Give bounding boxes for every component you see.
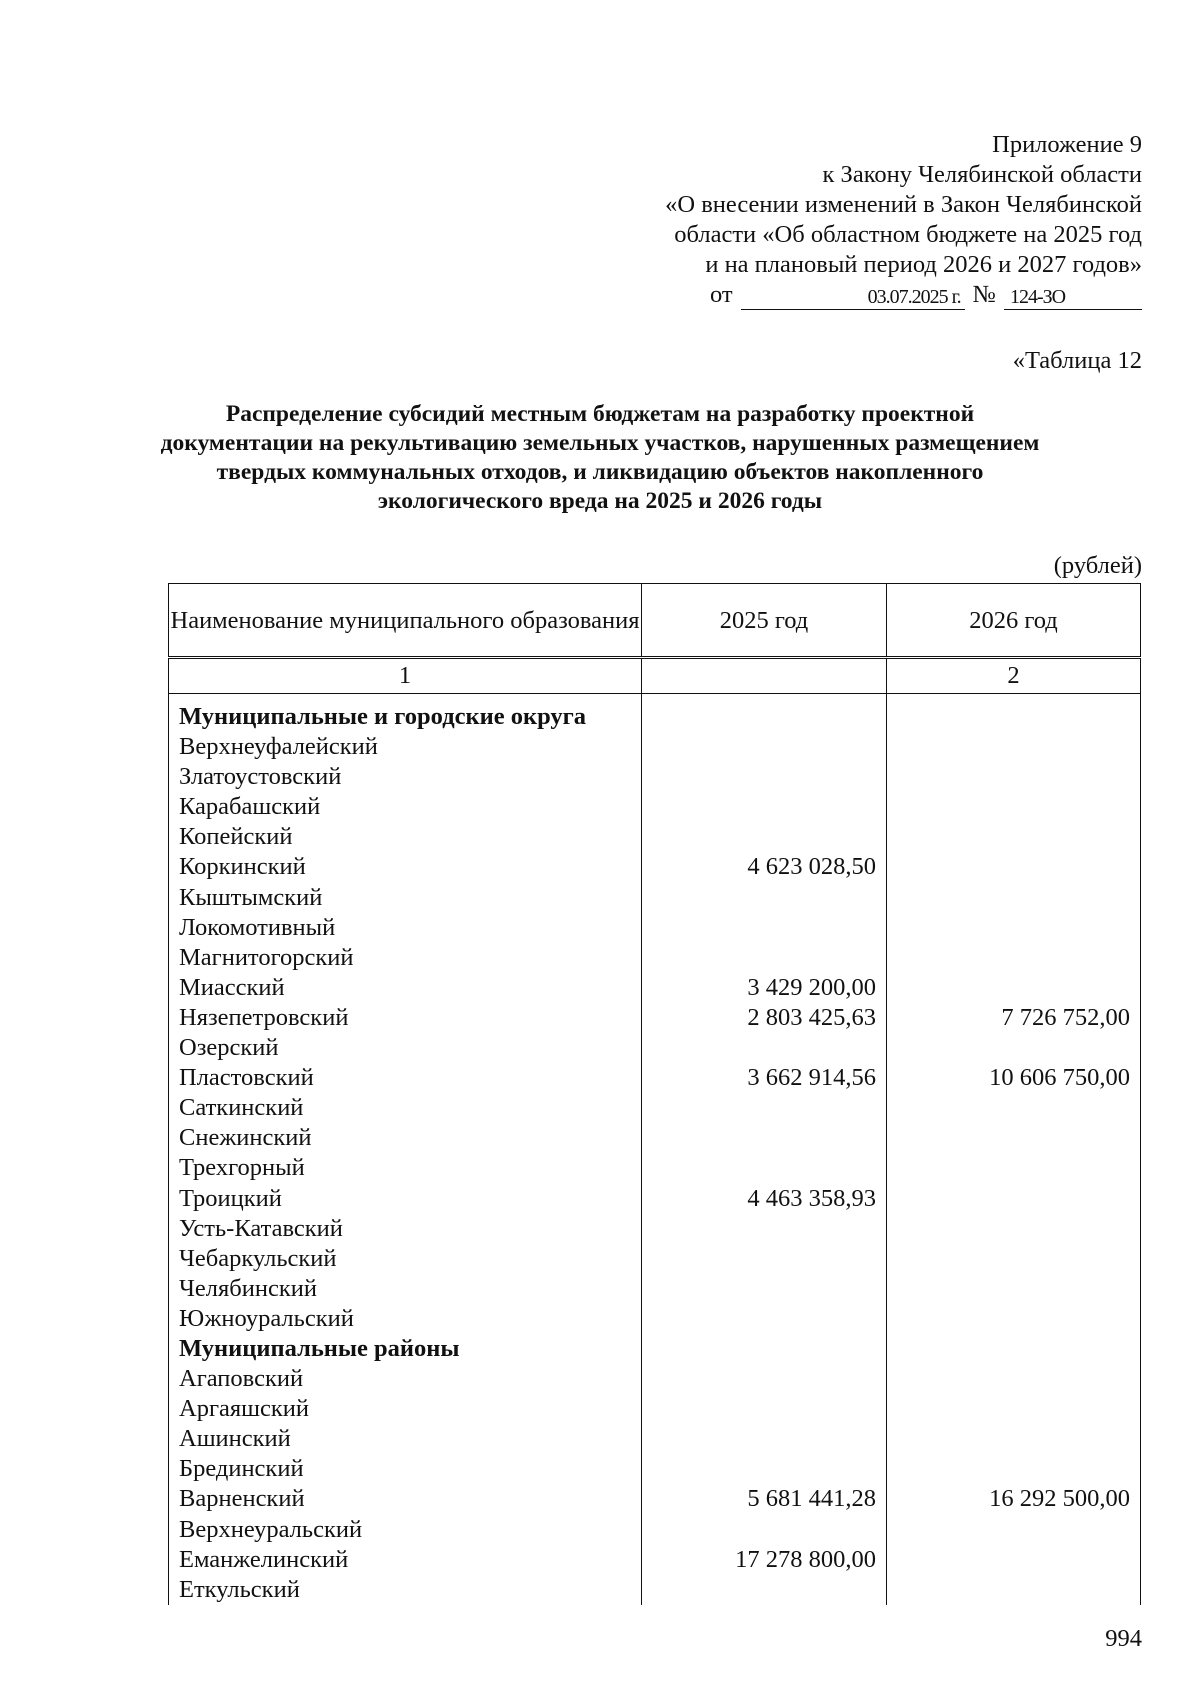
municipality-name: Челябинский	[179, 1274, 317, 1302]
municipality-name: Южноуральский	[179, 1304, 354, 1332]
document-title: Распределение субсидий местным бюджетам на разработку проектной документации на рекультивацию земельных участков, нарушенных размещением твердых коммунальных отходов, и ликвидацию объектов накопленного экологического вреда на 2025 и 2026 годы	[160, 401, 1040, 514]
value-2025	[642, 1454, 886, 1484]
municipality-name: Копейский	[179, 823, 293, 851]
units-label: (рублей)	[1053, 552, 1142, 579]
value-2026	[887, 913, 1140, 943]
column-index	[642, 658, 887, 694]
value-2025	[642, 702, 886, 732]
municipality-name: Брединский	[179, 1455, 304, 1483]
law-date-line	[582, 280, 1142, 310]
value-2025: 4 623 028,50	[747, 853, 876, 881]
table-body-row	[169, 694, 1141, 1605]
value-2026	[887, 1123, 1140, 1153]
value-2026	[887, 822, 1140, 852]
value-2026: 7 726 752,00	[1001, 1003, 1130, 1031]
municipality-name: Миасский	[179, 973, 285, 1001]
header-line: к Закону Челябинской области	[822, 161, 1142, 188]
value-2026	[887, 1394, 1140, 1424]
column-header-2025: 2025 год	[642, 584, 887, 658]
value-2026	[887, 1304, 1140, 1334]
header-line: Приложение 9	[992, 131, 1142, 158]
law-number: 124-ЗО	[1004, 285, 1142, 310]
table-header-row	[169, 584, 1141, 658]
value-2025	[642, 1244, 886, 1274]
value-2025: 5 681 441,28	[747, 1485, 876, 1513]
value-2026	[887, 973, 1140, 1003]
municipality-name: Коркинский	[179, 853, 306, 881]
municipality-name: Златоустовский	[179, 763, 342, 791]
municipality-name: Троицкий	[179, 1184, 282, 1212]
value-2026	[887, 1454, 1140, 1484]
municipality-name: Снежинский	[179, 1124, 312, 1152]
value-2025: 2 803 425,63	[747, 1003, 876, 1031]
municipality-name: Ашинский	[179, 1425, 291, 1453]
section-heading: Муниципальные районы	[179, 1334, 460, 1362]
law-date: 03.07.2025 г.	[741, 285, 965, 310]
value-2026	[887, 852, 1140, 882]
subsidy-table	[168, 583, 1141, 1605]
value-2026	[887, 702, 1140, 732]
value-2025	[642, 732, 886, 762]
value-2026	[887, 1093, 1140, 1123]
municipality-name: Агаповский	[179, 1365, 304, 1393]
page-number: 994	[1105, 1625, 1142, 1652]
value-2025	[642, 1515, 886, 1545]
value-2025: 17 278 800,00	[735, 1545, 876, 1573]
value-2026	[887, 1033, 1140, 1063]
municipality-name: Магнитогорский	[179, 943, 354, 971]
value-2026	[887, 1364, 1140, 1394]
value-2025	[642, 1334, 886, 1364]
municipality-name: Чебаркульский	[179, 1244, 337, 1272]
value-2025	[642, 1304, 886, 1334]
value-2026	[887, 1575, 1140, 1605]
municipality-name: Локомотивный	[179, 913, 336, 941]
value-2026	[887, 792, 1140, 822]
table-label: «Таблица 12	[1012, 347, 1142, 374]
value-2025	[642, 1274, 886, 1304]
value-2025	[642, 1153, 886, 1183]
value-2026	[887, 1334, 1140, 1364]
value-2025	[642, 1033, 886, 1063]
value-2025	[642, 1093, 886, 1123]
value-2025	[642, 1123, 886, 1153]
municipality-name: Саткинский	[179, 1094, 304, 1122]
header-line: и на плановый период 2026 и 2027 годов»	[705, 251, 1142, 278]
from-label: от	[709, 281, 733, 308]
value-2025	[642, 1575, 886, 1605]
column-index-row	[169, 658, 1141, 694]
value-2025: 4 463 358,93	[747, 1184, 876, 1212]
municipality-names-column	[169, 694, 642, 1605]
municipality-name: Кыштымский	[179, 883, 323, 911]
column-index: 2	[887, 658, 1141, 694]
municipality-name: Пластовский	[179, 1064, 314, 1092]
value-2026	[887, 1274, 1140, 1304]
value-2026	[887, 1184, 1140, 1214]
appendix-header	[582, 130, 1142, 310]
value-2026: 10 606 750,00	[989, 1064, 1130, 1092]
number-label: №	[972, 281, 996, 308]
header-line: области «Об областном бюджете на 2025 год	[674, 221, 1142, 248]
municipality-name: Нязепетровский	[179, 1003, 349, 1031]
municipality-name: Трехгорный	[179, 1154, 305, 1182]
value-2026	[887, 762, 1140, 792]
municipality-name: Варненский	[179, 1485, 305, 1513]
municipality-name: Еманжелинский	[179, 1545, 349, 1573]
municipality-name: Озерский	[179, 1034, 279, 1062]
value-2026	[887, 1515, 1140, 1545]
value-2025	[642, 792, 886, 822]
value-2025	[642, 913, 886, 943]
value-2026	[887, 732, 1140, 762]
municipality-name: Усть-Катавский	[179, 1214, 343, 1242]
value-2026	[887, 1545, 1140, 1575]
value-2025	[642, 1394, 886, 1424]
value-2025	[642, 883, 886, 913]
value-2025: 3 662 914,56	[747, 1064, 876, 1092]
value-2025	[642, 1214, 886, 1244]
value-2025	[642, 762, 886, 792]
value-2026	[887, 883, 1140, 913]
value-2025	[642, 943, 886, 973]
municipality-name: Карабашский	[179, 793, 321, 821]
municipality-name: Верхнеуральский	[179, 1515, 363, 1543]
value-2026: 16 292 500,00	[989, 1485, 1130, 1513]
column-header-name: Наименование муниципального образования	[169, 584, 642, 658]
value-2026	[887, 943, 1140, 973]
value-2025	[642, 822, 886, 852]
municipality-name: Верхнеуфалейский	[179, 733, 378, 761]
header-line: «О внесении изменений в Закон Челябинской	[665, 191, 1142, 218]
value-2026	[887, 1244, 1140, 1274]
column-index: 1	[169, 658, 642, 694]
municipality-name: Аргаяшский	[179, 1395, 310, 1423]
column-header-2026: 2026 год	[887, 584, 1141, 658]
value-2025	[642, 1364, 886, 1394]
values-2026-column	[887, 694, 1141, 1605]
municipality-name: Еткульский	[179, 1575, 300, 1603]
value-2026	[887, 1214, 1140, 1244]
value-2026	[887, 1153, 1140, 1183]
value-2025	[642, 1424, 886, 1454]
value-2026	[887, 1424, 1140, 1454]
value-2025: 3 429 200,00	[747, 973, 876, 1001]
values-2025-column	[642, 694, 887, 1605]
section-heading: Муниципальные и городские округа	[179, 703, 587, 730]
